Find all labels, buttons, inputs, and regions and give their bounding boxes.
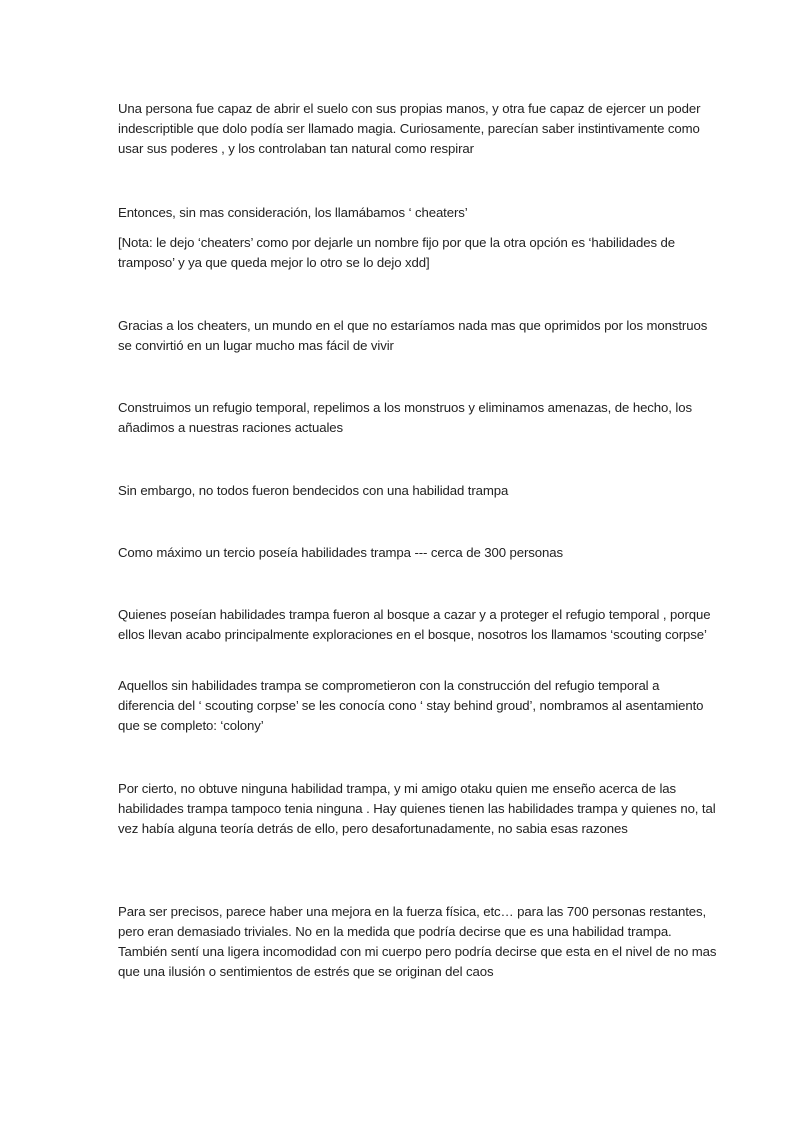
paragraph-7: Como máximo un tercio poseía habilidades trampa --- cerca de 300 personas — [118, 545, 563, 560]
paragraph-11: Para ser precisos, parece haber una mejora en la fuerza física, etc… para las 700 personas restantes, pero eran demasiado triviales. No en la medida que podría decirse que es una habilidad trampa. También sentí una ligera incomodidad con mi cuerpo pero podría decirse que esta en el nivel de no mas que una ilusión o sentimientos de estrés que se originan del caos — [118, 904, 717, 979]
paragraph-2: Entonces, sin mas consideración, los llamábamos ‘ cheaters’ — [118, 205, 468, 220]
paragraph-6: Sin embargo, no todos fueron bendecidos con una habilidad trampa — [118, 483, 509, 498]
paragraph-3: [Nota: le dejo ‘cheaters’ como por dejarle un nombre fijo por que la otra opción es ‘habilidades de tramposo’ y ya que queda mejor lo otro se lo dejo xdd] — [118, 235, 676, 270]
paragraph-5: Construimos un refugio temporal, repelimos a los monstruos y eliminamos amenazas, de hecho, los añadimos a nuestras raciones actuales — [118, 400, 692, 435]
paragraph-1: Una persona fue capaz de abrir el suelo con sus propias manos, y otra fue capaz de ejercer un poder indescriptible que dolo podía ser llamado magia. Curiosamente, parecían saber instintivamente como usar sus poderes , y los controlaban tan natural como respirar — [118, 101, 701, 156]
paragraph-9: Aquellos sin habilidades trampa se comprometieron con la construcción del refugio temporal a diferencia del ‘ scouting corpse’ se les conocía cono ‘ stay behind groud’, nombramos al asentamiento que se completo: ‘colony’ — [118, 678, 704, 733]
paragraph-4: Gracias a los cheaters, un mundo en el que no estaríamos nada mas que oprimidos por los monstruos se convirtió en un lugar mucho mas fácil de vivir — [118, 318, 708, 353]
paragraph-8: Quienes poseían habilidades trampa fueron al bosque a cazar y a proteger el refugio temporal , porque ellos llevan acabo principalmente exploraciones en el bosque, nosotros los llamamos ‘scouting corpse’ — [118, 607, 711, 642]
paragraph-10: Por cierto, no obtuve ninguna habilidad trampa, y mi amigo otaku quien me enseño acerca de las habilidades trampa tampoco tenia ninguna . Hay quienes tienen las habilidades trampa y quienes no, tal vez había alguna teoría detrás de ello, pero desafortunadamente, no sabia esas razones — [118, 781, 716, 836]
